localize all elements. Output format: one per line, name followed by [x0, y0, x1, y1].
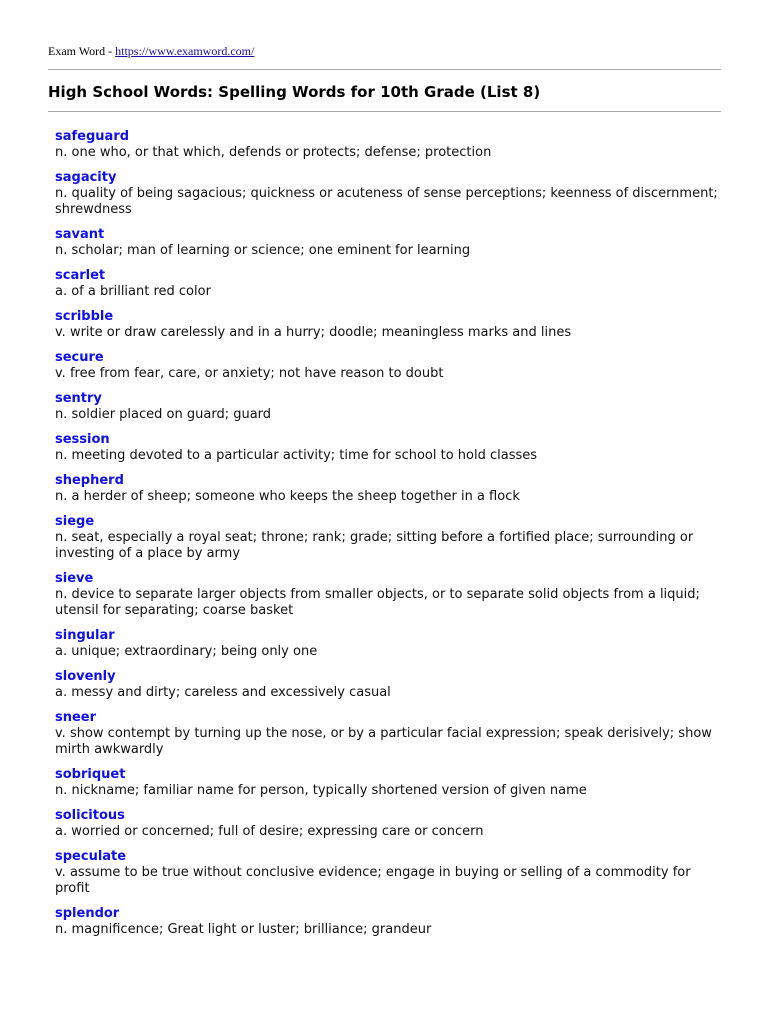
word-entry — [55, 432, 720, 464]
word-entry — [55, 710, 720, 758]
word-term: splendor — [55, 906, 120, 921]
word-definition: a. unique; extraordinary; being only one — [55, 644, 318, 659]
word-term: solicitous — [55, 808, 125, 823]
word-definition: n. soldier placed on guard; guard — [55, 407, 272, 422]
word-entry — [55, 473, 720, 505]
word-entry — [55, 268, 720, 300]
word-entry — [55, 391, 720, 423]
word-term: scarlet — [55, 268, 106, 283]
page-header — [48, 44, 254, 58]
word-definition: a. messy and dirty; careless and excessively casual — [55, 685, 391, 700]
word-entry — [55, 309, 720, 341]
word-term: siege — [55, 514, 95, 529]
word-definition: n. seat, especially a royal seat; throne; rank; grade; sitting before a fortified place; surrounding or investing of a place by army — [55, 530, 694, 561]
word-entry — [55, 514, 720, 562]
word-definition: v. write or draw carelessly and in a hurry; doodle; meaningless marks and lines — [55, 325, 572, 340]
word-definition: n. one who, or that which, defends or protects; defense; protection — [55, 145, 492, 160]
site-name: Exam Word - — [48, 44, 116, 58]
word-entry — [55, 669, 720, 701]
title-divider — [48, 111, 721, 112]
word-term: sieve — [55, 571, 94, 586]
word-entry — [55, 849, 720, 897]
word-entry — [55, 129, 720, 161]
word-term: safeguard — [55, 129, 130, 144]
word-definition: n. device to separate larger objects from smaller objects, or to separate solid objects from a liquid; utensil for separating; coarse basket — [55, 587, 700, 618]
word-term: sobriquet — [55, 767, 126, 782]
word-entry — [55, 767, 720, 799]
word-definition: n. a herder of sheep; someone who keeps the sheep together in a flock — [55, 489, 520, 504]
top-divider — [48, 69, 721, 70]
word-term: shepherd — [55, 473, 124, 488]
word-entry — [55, 808, 720, 840]
word-term: savant — [55, 227, 105, 242]
word-term: secure — [55, 350, 104, 365]
word-definition: n. nickname; familiar name for person, typically shortened version of given name — [55, 783, 587, 798]
word-definition: n. meeting devoted to a particular activity; time for school to hold classes — [55, 448, 538, 463]
word-term: sentry — [55, 391, 102, 406]
word-definition: n. quality of being sagacious; quickness or acuteness of sense perceptions; keenness of discernment; shrewdness — [55, 186, 718, 217]
word-definition: v. show contempt by turning up the nose, or by a particular facial expression; speak derisively; show mirth awkwardly — [55, 726, 712, 757]
word-term: sneer — [55, 710, 97, 725]
word-term: singular — [55, 628, 115, 643]
word-entry — [55, 227, 720, 259]
word-entry — [55, 350, 720, 382]
word-entry — [55, 628, 720, 660]
word-term: sagacity — [55, 170, 117, 185]
word-definition: v. assume to be true without conclusive evidence; engage in buying or selling of a commodity for profit — [55, 865, 691, 896]
word-definition: n. scholar; man of learning or science; one eminent for learning — [55, 243, 471, 258]
word-term: scribble — [55, 309, 114, 324]
word-term: session — [55, 432, 110, 447]
word-list — [55, 129, 720, 947]
word-definition: a. worried or concerned; full of desire; expressing care or concern — [55, 824, 484, 839]
page-title: High School Words: Spelling Words for 10th Grade (List 8) — [48, 83, 541, 101]
word-definition: v. free from fear, care, or anxiety; not have reason to doubt — [55, 366, 444, 381]
word-term: slovenly — [55, 669, 116, 684]
site-url-link[interactable]: https://www.examword.com/ — [115, 44, 255, 58]
word-definition: a. of a brilliant red color — [55, 284, 211, 299]
word-entry — [55, 906, 720, 938]
word-term: speculate — [55, 849, 127, 864]
word-entry — [55, 170, 720, 218]
word-definition: n. magnificence; Great light or luster; brilliance; grandeur — [55, 922, 432, 937]
word-entry — [55, 571, 720, 619]
